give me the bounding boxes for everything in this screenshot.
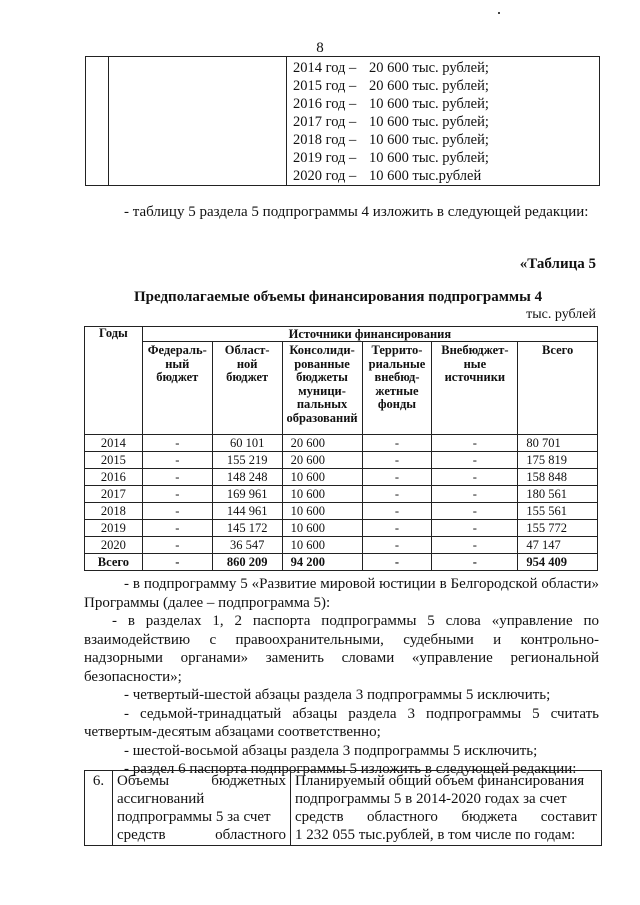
- cell-regional: 155 219: [212, 452, 282, 469]
- page-number: 8: [316, 40, 324, 56]
- text-line-3: [295, 808, 597, 826]
- paragraph-2: - в разделах 1, 2 паспорта подпрограммы 5 слова «управление по взаимодействию с правоохранительными, судебными и контрольно-надзорными органами» заменить словами «управление региональной безопасности»;: [84, 613, 599, 685]
- year-amount: 10 600 тыс. рублей;: [369, 150, 489, 166]
- table-row-total: [85, 554, 598, 571]
- header-sources: Источники финансирования: [142, 327, 597, 342]
- cell-territorial: -: [362, 554, 432, 571]
- cell-extra: -: [432, 503, 518, 520]
- cell-year: 2017: [85, 486, 143, 503]
- text-word: составит: [540, 809, 597, 825]
- year-row: [293, 131, 599, 149]
- paragraph-3: - четвертый-шестой абзацы раздела 3 подпрограммы 5 исключить;: [124, 687, 551, 703]
- cell-territorial: -: [362, 503, 432, 520]
- table-cell-empty-label: [109, 57, 287, 186]
- cell-year: 2016: [85, 469, 143, 486]
- paragraph-6: - раздел 6 паспорта подпрограммы 5 изложить в следующей редакции:: [124, 761, 577, 777]
- text-line-4: 1 232 055 тыс.рублей, в том числе по годам:: [295, 827, 576, 843]
- column-header: Федераль- ный бюджет: [142, 342, 212, 435]
- cell-total: 155 561: [518, 503, 598, 520]
- cell-total: 47 147: [518, 537, 598, 554]
- year-amount: 20 600 тыс. рублей;: [369, 78, 489, 94]
- table-row: [85, 537, 598, 554]
- header-years: Годы: [85, 327, 143, 435]
- cell-territorial: -: [362, 435, 432, 452]
- cell-federal: -: [142, 520, 212, 537]
- label-word: Объемы: [117, 773, 170, 789]
- cell-federal: -: [142, 503, 212, 520]
- table-row: [85, 452, 598, 469]
- label-word: областного: [215, 827, 286, 843]
- text-word: средств: [295, 809, 344, 825]
- paragraph-5: - шестой-восьмой абзацы раздела 3 подпрограммы 5 исключить;: [124, 742, 538, 759]
- table-row: [85, 435, 598, 452]
- cell-municipal: 10 600: [282, 503, 362, 520]
- passport-table: [84, 770, 602, 846]
- cell-year: 2020: [85, 537, 143, 554]
- cell-regional: 60 101: [212, 435, 282, 452]
- year-label: 2017 год –: [293, 114, 357, 130]
- years-cell: [287, 57, 600, 186]
- cell-regional: 148 248: [212, 469, 282, 486]
- cell-municipal: 20 600: [282, 435, 362, 452]
- label-line-1: [117, 772, 286, 790]
- year-amount: 10 600 тыс. рублей;: [369, 114, 489, 130]
- cell-territorial: -: [362, 452, 432, 469]
- text-line-2: подпрограммы 5 в 2014-2020 годах за счет: [295, 791, 567, 807]
- cell-federal: -: [142, 435, 212, 452]
- financing-table: [84, 326, 598, 571]
- cell-extra: -: [432, 520, 518, 537]
- cell-municipal: 10 600: [282, 520, 362, 537]
- cell-regional: 145 172: [212, 520, 282, 537]
- cell-year: 2014: [85, 435, 143, 452]
- cell-total: 158 848: [518, 469, 598, 486]
- cell-municipal: 20 600: [282, 452, 362, 469]
- year-row: [293, 95, 599, 113]
- cell-total: 954 409: [518, 554, 598, 571]
- cell-federal: -: [142, 469, 212, 486]
- label-word: средств: [117, 827, 166, 843]
- cell-federal: -: [142, 486, 212, 503]
- table-row: [85, 503, 598, 520]
- scan-mark: [498, 12, 500, 14]
- table-title: Предполагаемые объемы финансирования подпрограммы 4: [134, 289, 543, 305]
- cell-federal: -: [142, 554, 212, 571]
- column-header: Област- ной бюджет: [212, 342, 282, 435]
- year-amount: 10 600 тыс.рублей: [369, 168, 482, 184]
- year-amount: 10 600 тыс. рублей;: [369, 96, 489, 112]
- paragraph-1: - в подпрограмму 5 «Развитие мировой юстиции в Белгородской области» Программы (далее – подпрограмма 5):: [84, 576, 599, 611]
- cell-total: 155 772: [518, 520, 598, 537]
- year-amount: 20 600 тыс. рублей;: [369, 60, 489, 76]
- cell-territorial: -: [362, 537, 432, 554]
- cell-municipal: 10 600: [282, 469, 362, 486]
- text-word: областного: [366, 809, 438, 825]
- cell-total: 180 561: [518, 486, 598, 503]
- cell-regional: 860 209: [212, 554, 282, 571]
- year-row: [293, 113, 599, 131]
- intro-paragraph: - таблицу 5 раздела 5 подпрограммы 4 изложить в следующей редакции:: [124, 204, 589, 220]
- year-row: [293, 77, 599, 95]
- label-line-4: [117, 826, 286, 844]
- cell-territorial: -: [362, 469, 432, 486]
- amendments-list: [84, 575, 599, 779]
- cell-year: Всего: [85, 554, 143, 571]
- text-word: бюджета: [461, 809, 518, 825]
- column-header: Террито- риальные внебюд- жетные фонды: [362, 342, 432, 435]
- year-label: 2020 год –: [293, 168, 357, 184]
- year-label: 2019 год –: [293, 150, 357, 166]
- cell-extra: -: [432, 469, 518, 486]
- cell-extra: -: [432, 537, 518, 554]
- cell-extra: -: [432, 435, 518, 452]
- cell-year: 2015: [85, 452, 143, 469]
- funding-by-year-table: [85, 56, 600, 186]
- year-list: [293, 59, 599, 185]
- cell-territorial: -: [362, 486, 432, 503]
- cell-year: 2018: [85, 503, 143, 520]
- cell-extra: -: [432, 486, 518, 503]
- table-cell-empty-num: [86, 57, 109, 186]
- year-amount: 10 600 тыс. рублей;: [369, 132, 489, 148]
- column-header: Консолиди- рованные бюджеты муници- пальных образований: [282, 342, 362, 435]
- cell-regional: 36 547: [212, 537, 282, 554]
- cell-municipal: 10 600: [282, 537, 362, 554]
- year-row: [293, 167, 599, 185]
- table-row: [85, 469, 598, 486]
- passport-row-text: [291, 771, 602, 846]
- column-headers: [85, 342, 598, 435]
- year-label: 2015 год –: [293, 78, 357, 94]
- table-row: [85, 520, 598, 537]
- cell-extra: -: [432, 452, 518, 469]
- passport-row-label: [113, 771, 291, 846]
- units-label: тыс. рублей: [526, 307, 596, 322]
- year-row: [293, 59, 599, 77]
- cell-municipal: 94 200: [282, 554, 362, 571]
- table-row: [85, 486, 598, 503]
- cell-federal: -: [142, 452, 212, 469]
- paragraph-4: - седьмой-тринадцатый абзацы раздела 3 подпрограммы 5 считать четвертым-десятым абзацами соответственно;: [84, 705, 599, 740]
- label-word: бюджетных: [211, 773, 286, 789]
- year-label: 2016 год –: [293, 96, 357, 112]
- cell-total: 175 819: [518, 452, 598, 469]
- cell-regional: 144 961: [212, 503, 282, 520]
- text-line-1: Планируемый общий объем финансирования: [295, 773, 585, 789]
- cell-municipal: 10 600: [282, 486, 362, 503]
- column-header: Внебюджет- ные источники: [432, 342, 518, 435]
- year-label: 2014 год –: [293, 60, 357, 76]
- financing-table-body: [85, 435, 598, 571]
- table-label: «Таблица 5: [519, 256, 596, 272]
- year-label: 2018 год –: [293, 132, 357, 148]
- cell-extra: -: [432, 554, 518, 571]
- cell-territorial: -: [362, 520, 432, 537]
- cell-year: 2019: [85, 520, 143, 537]
- column-header: Всего: [518, 342, 598, 435]
- label-line-3: подпрограммы 5 за счет: [117, 809, 271, 825]
- year-row: [293, 149, 599, 167]
- cell-total: 80 701: [518, 435, 598, 452]
- cell-federal: -: [142, 537, 212, 554]
- cell-regional: 169 961: [212, 486, 282, 503]
- passport-row-number: 6.: [85, 771, 113, 846]
- label-line-2: ассигнований: [117, 791, 205, 807]
